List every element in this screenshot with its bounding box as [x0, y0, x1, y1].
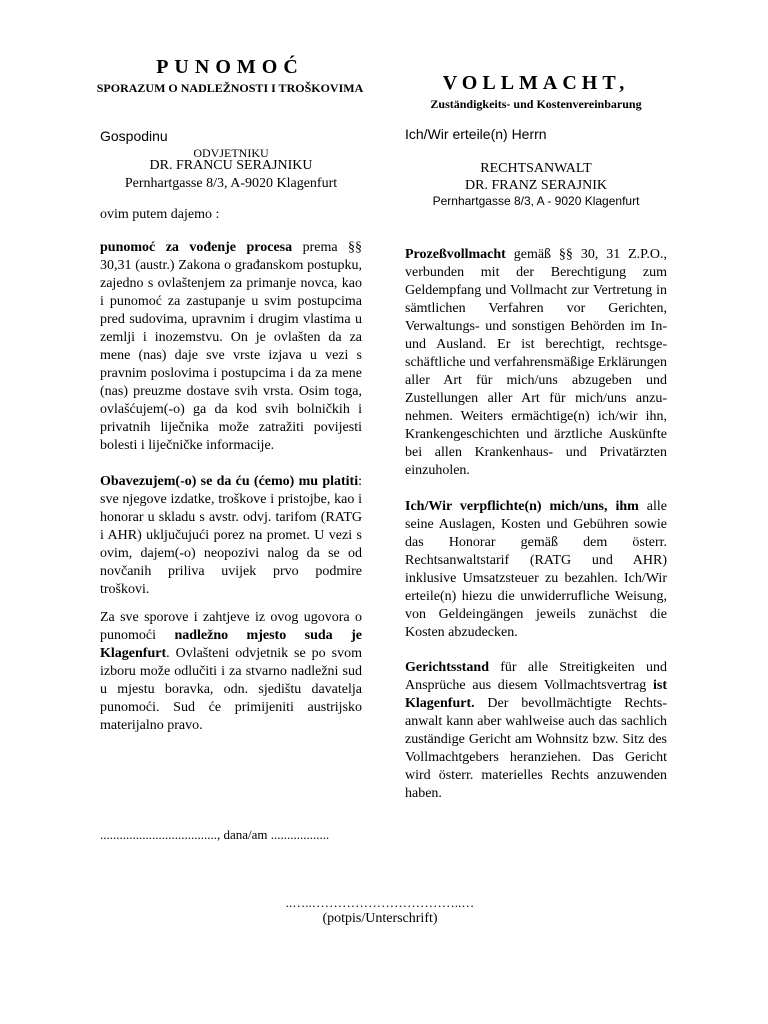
- right-p3-bold-a: Gerichtsstand: [405, 660, 489, 675]
- left-profession: ODVJETNIKU: [193, 146, 269, 160]
- right-p2-text: alle seine Auslagen, Kosten und Gebühren sowie das Honorar gemäß dem österr. Rechtsanwaltstarif (RATG und AHR) inklusive Umsatzsteuer zu bezahlen. Ich/Wir erteile(n) hiezu die unwiderrufliche Weisung, von Geldeingängen jeweils zunächst die Kosten abzudecken.: [405, 499, 667, 640]
- signature-label: (potpis/Unterschrift): [322, 911, 438, 926]
- left-intro: ovim putem dajemo :: [100, 207, 220, 222]
- right-address: Pernhartgasse 8/3, A - 9020 Klagenfurt: [432, 194, 640, 208]
- left-paragraph-1: [100, 239, 362, 455]
- left-paragraph-2: [100, 473, 362, 599]
- right-p1-text: gemäß §§ 30, 31 Z.P.O., verbunden mit der Berechtigung zum Geldempfang und Vollmacht zur Vertretung in sämtlichen Verfahren vor Gerichten, Verwaltungs- und sonstigen Behörden im In- und Ausland. Er ist berechtigt, rechtsgeschäftliche und verfahrensmäßige Erklärungen aller Art für mich/uns abzugeben und Zustellungen aller Art für mich/uns anzunehmen. Weiters ermächtige(n) ich/wir ihn, Krankengeschichten und ärztliche Auskünfte bei allen Krankenhaus- und Privatärzten einzuholen.: [405, 247, 667, 478]
- left-p3-text-b: . Ovlašteni odvjetnik se po svom izboru može odlučiti i za stvarno nadležni sud u mjestu boravka, odn. sjedištu davatelja punomoći. Sud će primijeniti austrijsko materijalno pravo.: [100, 646, 362, 733]
- signature-line: ..…..……………………………..…: [285, 895, 475, 910]
- right-paragraph-1: [405, 246, 667, 480]
- right-title: VOLLMACHT,: [442, 72, 630, 94]
- right-p2-bold: Ich/Wir verpflichte(n) mich/uns, ihm: [405, 499, 639, 514]
- left-p1-text: prema §§ 30,31 (austr.) Zakona o građanskom postupku, zajedno s ovlaštenjem za primanje novca, kao i punomoć za zastupanje u svim postupcima pred sudovima, upravnim i drugim vlastima u zemlji i inozemstvu. On je ovlašten da za mene (nas) daje sve vrste izjava u vezi s pravnim poslovima i postupcima i da za mene (nas) preuzme dostave svih vrsta. Osim toga, ovlašćujem(-o) ga da kod svih bolničkih i privatnih liječnika može zatražiti povijesti bolesti i liječničke informacije.: [100, 240, 363, 453]
- right-salutation: Ich/Wir erteile(n) Herrn: [405, 126, 547, 142]
- left-salutation: Gospodinu: [100, 128, 168, 144]
- right-p3-text-a: für alle Streitigkeiten und Ansprüche aus diesem Vollmachtsvertrag: [405, 660, 667, 693]
- right-p3-text-b: Der bevollmächtigte Rechtsanwalt kann aber wahlweise auch das sachlich zuständige Gericht am Wohnsitz bzw. Sitz des Vollmachtgebers heranziehen. Das Gericht wird österr. materielles Rechts anzuwenden haben.: [405, 696, 667, 801]
- left-title: PUNOMOĆ: [156, 56, 304, 78]
- right-p1-bold: Prozeßvollmacht: [405, 247, 506, 262]
- right-lawyer-name: DR. FRANZ SERAJNIK: [465, 178, 607, 193]
- left-p2-bold: Obavezujem(-o) se da ću (ćemo) mu platiti: [100, 474, 359, 489]
- right-p3-bold-b: ist Klagenfurt.: [405, 678, 667, 711]
- right-profession: RECHTSANWALT: [480, 161, 592, 176]
- right-subtitle: Zuständigkeits- und Kostenvereinbarung: [430, 97, 642, 111]
- place-date-line: ...................................., dana/am ..................: [100, 827, 330, 842]
- right-paragraph-2: [405, 498, 667, 642]
- left-lawyer-name: DR. FRANCU SERAJNIKU: [149, 158, 313, 173]
- left-address: Pernhartgasse 8/3, A-9020 Klagenfurt: [124, 176, 338, 191]
- left-p3-text-a: Za sve sporove i zahtjeve iz ovog ugovora o punomoći: [100, 610, 362, 643]
- left-p1-bold: punomoć za vođenje procesa: [100, 240, 293, 255]
- left-p2-text: : sve njegove izdatke, troškove i pristojbe, kao i honorar u skladu s avstr. odvj. tarifom (RATG i AHR) uključujući porez na promet. U vezi s ovim, dajem(-o) neopozivi nalog da se od novčanih priliva uvijek prvo podmire troškovi.: [100, 474, 362, 597]
- left-p3-bold: nadležno mjesto suda je Klagenfurt: [100, 628, 362, 661]
- left-subtitle: SPORAZUM O NADLEŽNOSTI I TROŠKOVIMA: [96, 81, 364, 95]
- left-paragraph-3: [100, 609, 362, 735]
- right-paragraph-3: [405, 659, 667, 803]
